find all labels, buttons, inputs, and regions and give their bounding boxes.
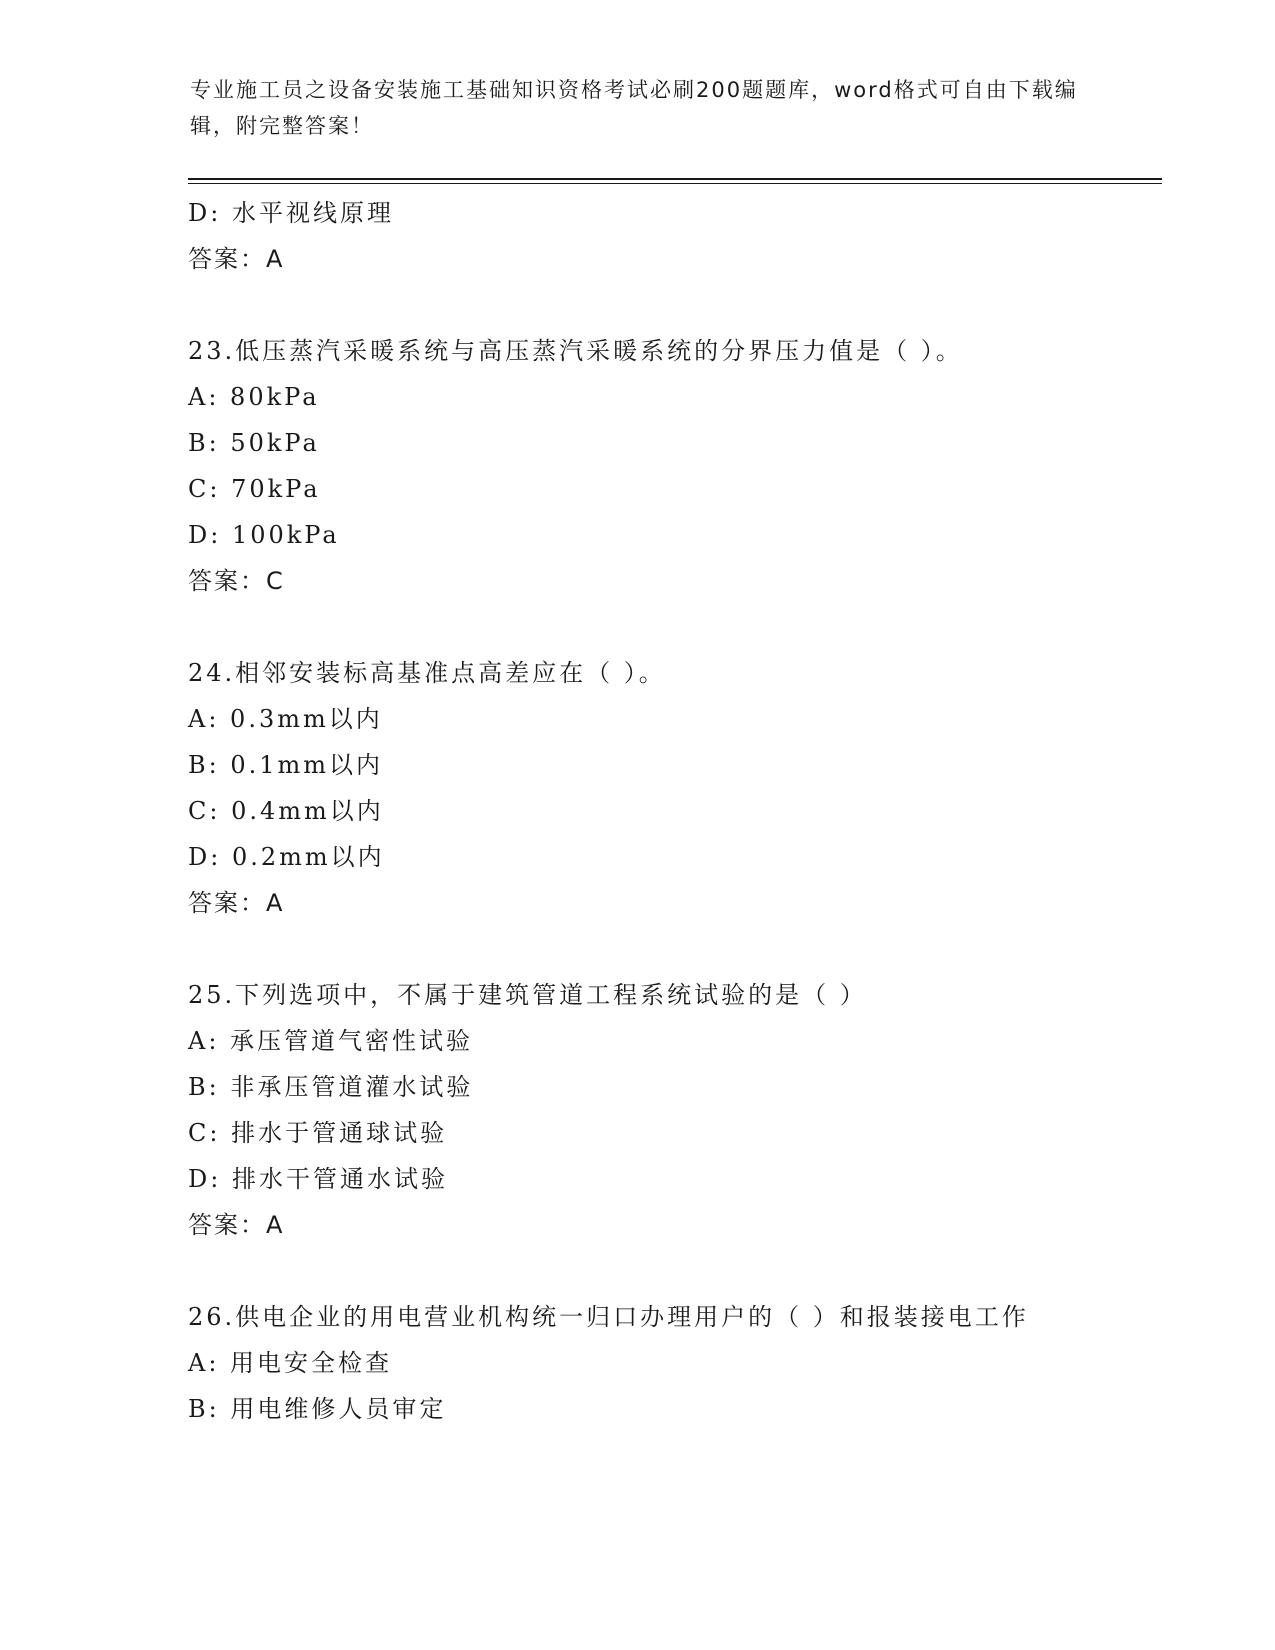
option-b: B: 非承压管道灌水试验	[188, 1073, 474, 1101]
option-b: B: 用电维修人员审定	[188, 1395, 447, 1423]
spacer	[188, 1248, 1148, 1294]
spacer	[188, 282, 1148, 328]
document-header: 专业施工员之设备安装施工基础知识资格考试必刷200题题库，word格式可自由下载编辑，附完整答案！	[190, 78, 1078, 138]
option-d: D: 0.2mm以内	[188, 843, 385, 871]
spacer	[188, 926, 1148, 972]
question-22-tail	[188, 190, 1148, 282]
option-d: D: 排水干管通水试验	[188, 1165, 448, 1193]
option-d: D: 100kPa	[188, 521, 340, 549]
question-23	[188, 328, 1148, 604]
option-a: A: 0.3mm以内	[188, 705, 383, 733]
header-rule	[188, 178, 1162, 180]
spacer	[188, 604, 1148, 650]
option-b: B: 50kPa	[188, 429, 320, 457]
answer: 答案：C	[188, 567, 285, 595]
question-25	[188, 972, 1148, 1248]
option-c: C: 70kPa	[188, 475, 321, 503]
question-stem: 24.相邻安装标高基准点高差应在（ ）。	[188, 659, 666, 687]
answer: 答案：A	[188, 1211, 285, 1239]
option-d: D: 水平视线原理	[188, 199, 394, 227]
option-c: C: 排水于管通球试验	[188, 1119, 448, 1147]
answer: 答案：A	[188, 245, 285, 273]
option-c: C: 0.4mm以内	[188, 797, 384, 825]
document-body	[188, 190, 1148, 1432]
option-a: A: 用电安全检查	[188, 1349, 393, 1377]
question-stem: 23.低压蒸汽采暖系统与高压蒸汽采暖系统的分界压力值是（ ）。	[188, 337, 963, 365]
question-stem: 25.下列选项中，不属于建筑管道工程系统试验的是（ ）	[188, 981, 867, 1009]
option-a: A: 80kPa	[188, 383, 320, 411]
option-a: A: 承压管道气密性试验	[188, 1027, 474, 1055]
option-b: B: 0.1mm以内	[188, 751, 384, 779]
answer: 答案：A	[188, 889, 285, 917]
header-rule-thin	[188, 183, 1162, 184]
question-stem: 26.供电企业的用电营业机构统一归口办理用户的（ ）和报装接电工作	[188, 1303, 1029, 1331]
question-26	[188, 1294, 1148, 1432]
question-24	[188, 650, 1148, 926]
